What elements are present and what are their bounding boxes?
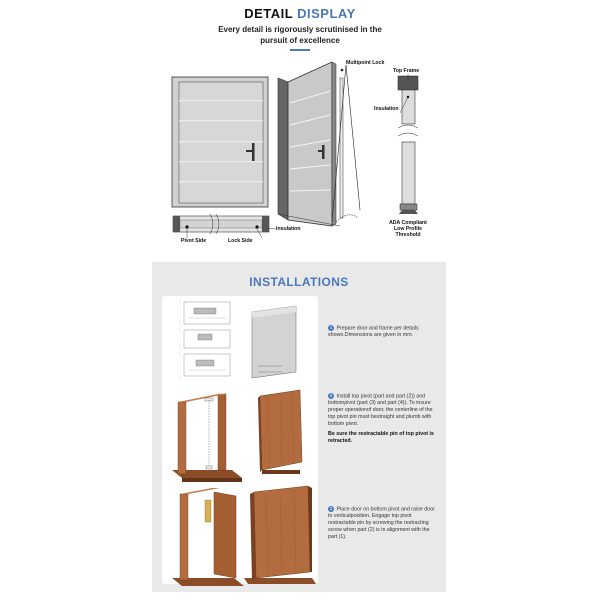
step1-dimension-drawing (180, 300, 230, 380)
label-pivot-side: Pivot Side (181, 238, 207, 244)
step-2-text: Install top pivot (part and part (2)) and bottompivot (part (3) and part (4)). To insure proper operationof door, the centerline of the top pivot pin must bestraight and plumb with bottom pivot. (328, 393, 433, 428)
step3-closed-door-drawing (244, 486, 316, 584)
step-3-text: Place door on bottom pivot and raise door to verticalposition. Engage top pivot restractable pin by screwing the restracting screw when part (2) is in alignment with the part (1). (328, 506, 435, 541)
step-1-text: Prepare door and frame per details shown.Dimensions are given in mm. (328, 325, 419, 339)
label-lock-side: Lock Side (228, 238, 253, 244)
detail-subtitle-line1: Every detail is rigorously scrutinised in the (218, 25, 382, 34)
detail-title-word2: DISPLAY (297, 6, 356, 21)
detail-subtitle-line2: pursuit of excellence (260, 36, 340, 45)
step3-frame-door-drawing (172, 488, 244, 586)
installation-step-1 (328, 325, 440, 339)
label-insulation-bottom: Insulation (276, 226, 301, 232)
installations-title: INSTALLATIONS (249, 275, 349, 289)
step-2-warning: Be sure the restractable pin of top pivot is retracted. (328, 431, 434, 445)
label-threshold-line2: Low Profile (394, 226, 422, 232)
label-threshold-line3: Threshold (395, 232, 421, 238)
label-insulation-right: Insulation (374, 106, 399, 112)
step-2-number: 2 (329, 393, 333, 398)
step1-door-panel-drawing (252, 306, 296, 378)
label-top-frame: Top Frame (393, 68, 420, 74)
installation-step-2 (328, 393, 440, 445)
installation-step-3 (328, 506, 440, 541)
step-3-number: 3 (329, 506, 333, 511)
step2-wood-door-drawing (258, 390, 302, 474)
step-1-number: 1 (329, 325, 333, 330)
detail-title-word1: DETAIL (244, 6, 293, 21)
label-threshold-line1: ADA Compliant (389, 220, 427, 226)
label-multipoint-lock: Multipoint Lock (346, 60, 385, 66)
step2-frame-drawing (172, 394, 242, 482)
